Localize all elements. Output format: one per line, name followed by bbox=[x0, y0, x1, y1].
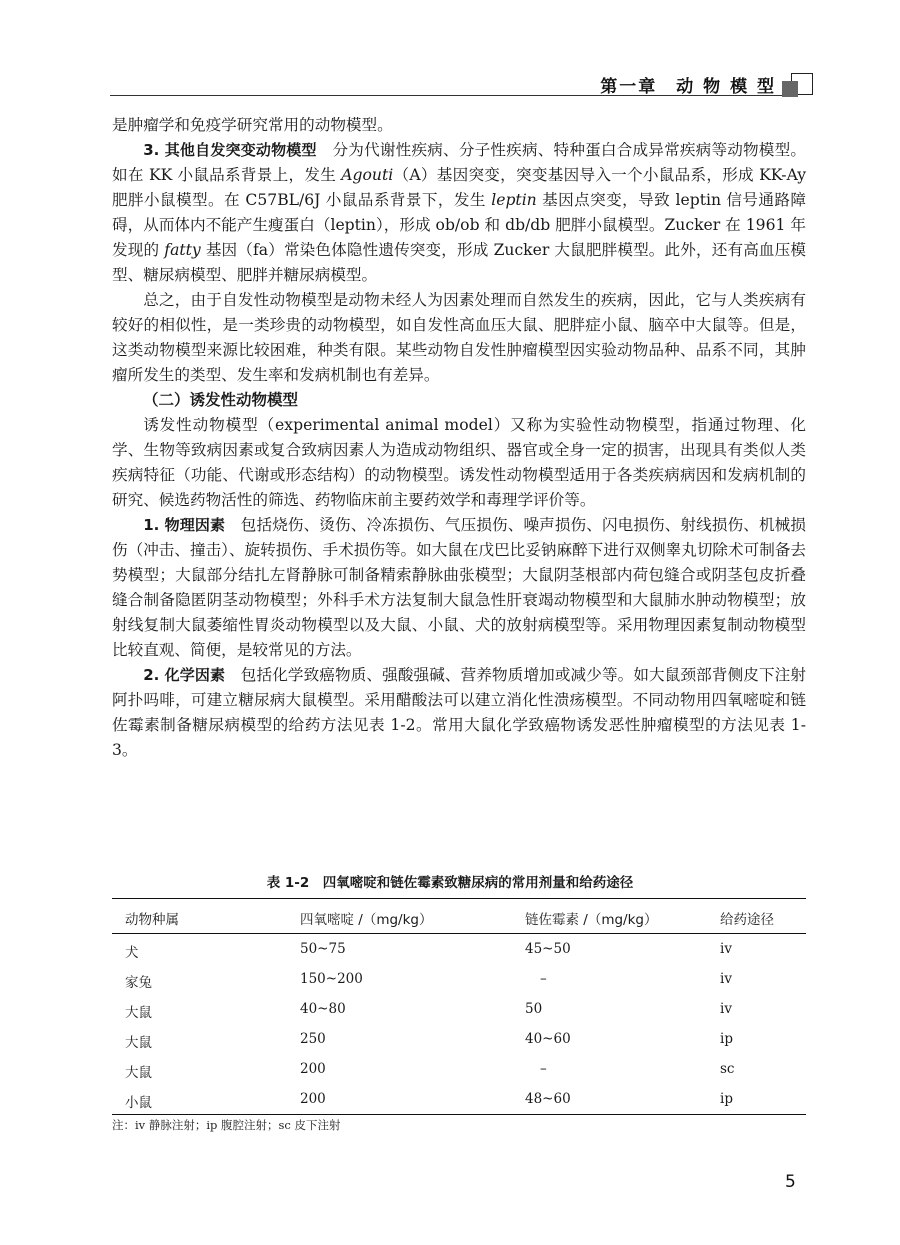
paragraph-induced-models: 诱发性动物模型（experimental animal model）又称为实验性动物模型，指通过物理、化学、生物等致病因素或复合致病因素人为造成动物组织、器官或全身一定的损害，出现具有类似人类疾病特征（功能、代谢或形态结构）的动物模型。诱发性动物模型适用于各类疾病病因和发病机制的研究、候选药物活性的筛选、药物临床前主要药效学和毒理学评价等。 bbox=[112, 416, 806, 509]
table-row: 犬 50~75 45~50 iv bbox=[125, 941, 732, 961]
table-note: 注：iv 静脉注射；ip 腹腔注射；sc 皮下注射 bbox=[112, 1118, 341, 1132]
column-header: 四氧嘧啶 /（mg/kg） bbox=[300, 912, 433, 928]
paragraph-continued: 是肿瘤学和免疫学研究常用的动物模型。 bbox=[112, 116, 393, 134]
gene-name: leptin bbox=[491, 191, 537, 209]
header-square-filled bbox=[782, 81, 798, 97]
gene-name: Agouti bbox=[341, 166, 394, 184]
table-top-rule bbox=[112, 898, 806, 899]
table-header-row bbox=[112, 902, 806, 932]
running-header bbox=[110, 68, 810, 98]
column-header: 给药途径 bbox=[720, 912, 774, 928]
gene-name: fatty bbox=[164, 241, 201, 259]
table-header-rule bbox=[112, 933, 806, 934]
table-row: 大鼠 250 40~60 ip bbox=[125, 1031, 733, 1051]
page-number: 5 bbox=[785, 1172, 796, 1192]
table-row: 小鼠 200 48~60 ip bbox=[125, 1091, 733, 1111]
paragraph-spontaneous-mutation: 3. 其他自发突变动物模型 分为代谢性疾病、分子性疾病、特种蛋白合成异常疾病等动物模型。如在 KK 小鼠品系背景上，发生 Agouti（A）基因突变，突变基因导入一个小鼠品系，形成 KK-Ay 肥胖小鼠模型。在 C57BL/6J 小鼠品系背景下，发生 leptin 基因点突变，导致 leptin 信号通路障碍，从而体内不能产生瘦蛋白（leptin），形成 ob/ob 和 db/db 肥胖小鼠模型。Zucker 在 1961 年发现的 fatty 基因（fa）常染色体隐性遗传突变，形成 Zucker 大鼠肥胖模型。此外，还有高血压模型、糖尿病模型、肥胖并糖尿病模型。 bbox=[112, 141, 807, 284]
run-in-heading: 1. 物理因素 bbox=[143, 516, 226, 534]
table-row: 家兔 150~200 – iv bbox=[125, 971, 732, 991]
section-heading: （二）诱发性动物模型 bbox=[143, 391, 299, 409]
table-row: 大鼠 40~80 50 iv bbox=[125, 1001, 732, 1021]
table-caption: 表 1-2 四氧嘧啶和链佐霉素致糖尿病的常用剂量和给药途径 bbox=[266, 875, 634, 891]
body-text bbox=[112, 113, 806, 763]
table-row: 大鼠 200 – sc bbox=[125, 1061, 735, 1081]
run-in-heading: 2. 化学因素 bbox=[143, 666, 226, 684]
table-bottom-rule bbox=[112, 1114, 806, 1115]
column-header: 链佐霉素 /（mg/kg） bbox=[525, 912, 658, 928]
chapter-title: 第一章 动 物 模 型 bbox=[600, 77, 776, 97]
paragraph-physical-factors: 1. 物理因素 包括烧伤、烫伤、冷冻损伤、气压损伤、噪声损伤、闪电损伤、射线损伤、机械损伤（冲击、撞击）、旋转损伤、手术损伤等。如大鼠在戊巴比妥钠麻醉下进行双侧睾丸切除术可制备去势模型；大鼠部分结扎左肾静脉可制备精索静脉曲张模型；大鼠阴茎根部内荷包缝合或阴茎包皮折叠缝合制备隐匿阴茎动物模型；外科手术方法复制大鼠急性肝衰竭动物模型和大鼠肺水肿动物模型；放射线复制大鼠萎缩性胃炎动物模型以及大鼠、小鼠、犬的放射病模型等。采用物理因素复制动物模型比较直观、简便，是较常见的方法。 bbox=[112, 516, 806, 659]
run-in-heading: 3. 其他自发突变动物模型 bbox=[143, 141, 317, 159]
column-header: 动物种属 bbox=[125, 912, 179, 928]
paragraph-chemical-factors: 2. 化学因素 包括化学致癌物质、强酸强碱、营养物质增加或减少等。如大鼠颈部背侧皮下注射阿扑吗啡，可建立糖尿病大鼠模型。采用醋酸法可以建立消化性溃疡模型。不同动物用四氧嘧啶和链佐霉素制备糖尿病模型的给药方法见表 1-2。常用大鼠化学致癌物诱发恶性肿瘤模型的方法见表 1-3。 bbox=[112, 666, 806, 759]
paragraph-summary: 总之，由于自发性动物模型是动物未经人为因素处理而自然发生的疾病，因此，它与人类疾病有较好的相似性，是一类珍贵的动物模型，如自发性高血压大鼠、肥胖症小鼠、脑卒中大鼠等。但是，这类动物模型来源比较困难，种类有限。某些动物自发性肿瘤模型因实验动物品种、品系不同，其肿瘤所发生的类型、发生率和发病机制也有差异。 bbox=[112, 291, 806, 384]
